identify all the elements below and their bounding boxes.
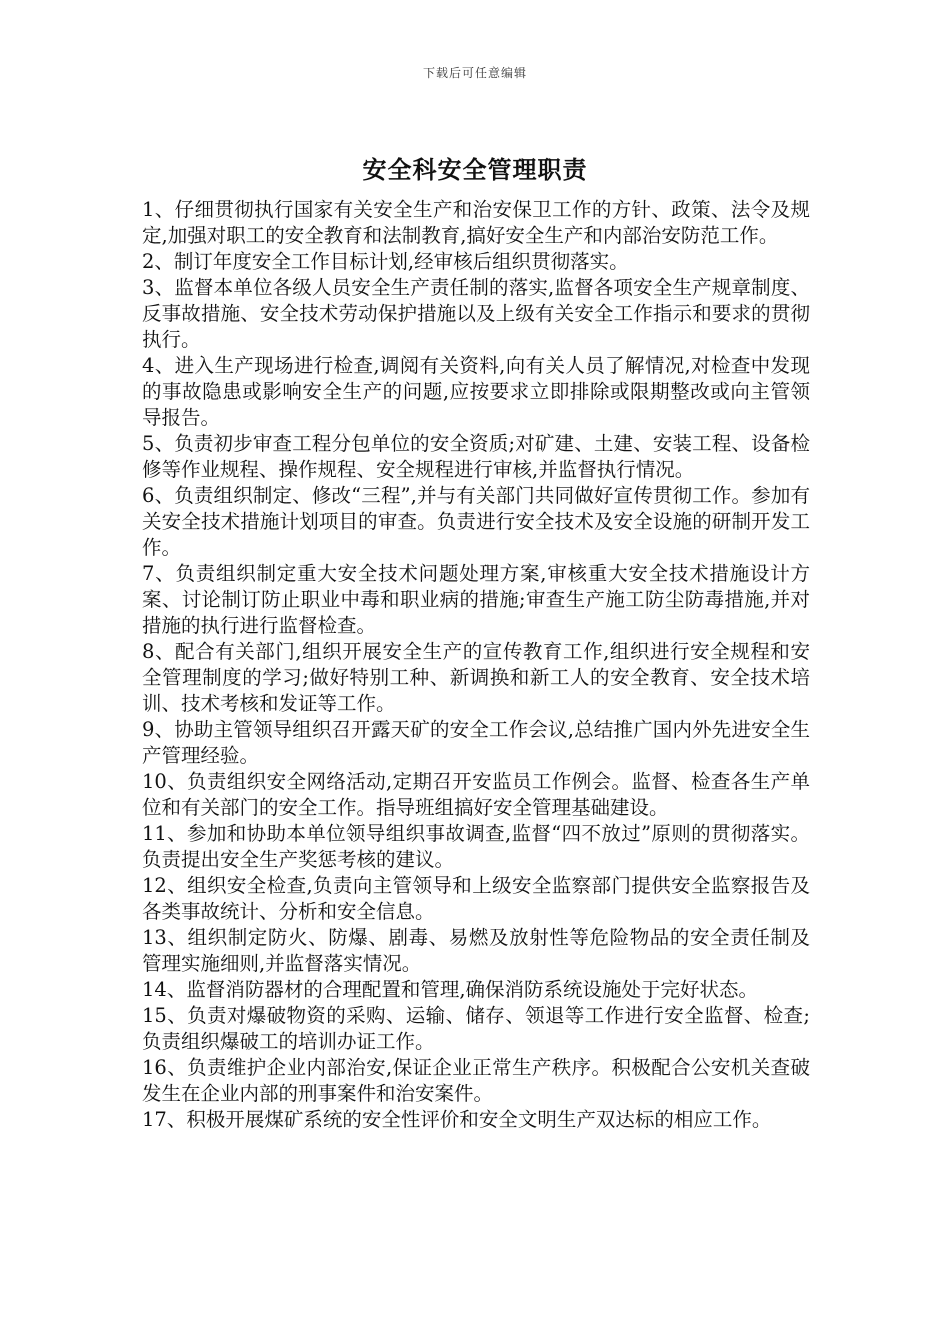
duty-item-7: 7、负责组织制定重大安全技术问题处理方案,审核重大安全技术措施设计方案、讨论制订防止职业中毒和职业病的措施;审查生产施工防尘防毒措施,并对措施的执行进行监督检查。 <box>142 562 810 637</box>
duty-item-2: 2、制订年度安全工作目标计划,经审核后组织贯彻落实。 <box>142 250 629 273</box>
duty-item-3: 3、监督本单位各级人员安全生产责任制的落实,监督各项安全生产规章制度、反事故措施、安全技术劳动保护措施以及上级有关安全工作指示和要求的贯彻执行。 <box>142 276 810 351</box>
duty-item-14: 14、监督消防器材的合理配置和管理,确保消防系统设施处于完好状态。 <box>142 978 759 1001</box>
duty-item-4: 4、进入生产现场进行检查,调阅有关资料,向有关人员了解情况,对检查中发现的事故隐患或影响安全生产的问题,应按要求立即排除或限期整改或向主管领导报告。 <box>142 354 810 429</box>
duty-item-9: 9、协助主管领导组织召开露天矿的安全工作会议,总结推广国内外先进安全生产管理经验。 <box>142 718 810 767</box>
duty-item-6: 6、负责组织制定、修改“三程”,并与有关部门共同做好宣传贯彻工作。参加有关安全技术措施计划项目的审查。负责进行安全技术及安全设施的研制开发工作。 <box>142 484 810 559</box>
duty-list <box>142 197 810 1133</box>
duty-item-5: 5、负责初步审查工程分包单位的安全资质;对矿建、土建、安装工程、设备检修等作业规程、操作规程、安全规程进行审核,并监督执行情况。 <box>142 432 810 481</box>
duty-item-13: 13、组织制定防火、防爆、剧毒、易燃及放射性等危险物品的安全责任制及管理实施细则,并监督落实情况。 <box>142 926 810 975</box>
duty-item-15: 15、负责对爆破物资的采购、运输、储存、领退等工作进行安全监督、检查;负责组织爆破工的培训办证工作。 <box>142 1004 810 1053</box>
page-title: 安全科安全管理职责 <box>362 155 588 184</box>
duty-item-10: 10、负责组织安全网络活动,定期召开安监员工作例会。监督、检查各生产单位和有关部门的安全工作。指导班组搞好安全管理基础建设。 <box>142 770 810 819</box>
duty-item-11: 11、参加和协助本单位领导组织事故调查,监督“四不放过”原则的贯彻落实。负责提出安全生产奖惩考核的建议。 <box>142 822 810 871</box>
duty-item-8: 8、配合有关部门,组织开展安全生产的宣传教育工作,组织进行安全规程和安全管理制度的学习;做好特别工种、新调换和新工人的安全教育、安全技术培训、技术考核和发证等工作。 <box>142 640 810 715</box>
duty-item-12: 12、组织安全检查,负责向主管领导和上级安全监察部门提供安全监察报告及各类事故统计、分析和安全信息。 <box>142 874 810 923</box>
duty-item-1: 1、仔细贯彻执行国家有关安全生产和治安保卫工作的方针、政策、法令及规定,加强对职工的安全教育和法制教育,搞好安全生产和内部治安防范工作。 <box>142 198 810 247</box>
header-note: 下载后可任意编辑 <box>422 66 527 80</box>
duty-item-16: 16、负责维护企业内部治安,保证企业正常生产秩序。积极配合公安机关查破发生在企业内部的刑事案件和治安案件。 <box>142 1056 810 1105</box>
duty-item-17: 17、积极开展煤矿系统的安全性评价和安全文明生产双达标的相应工作。 <box>142 1108 772 1131</box>
